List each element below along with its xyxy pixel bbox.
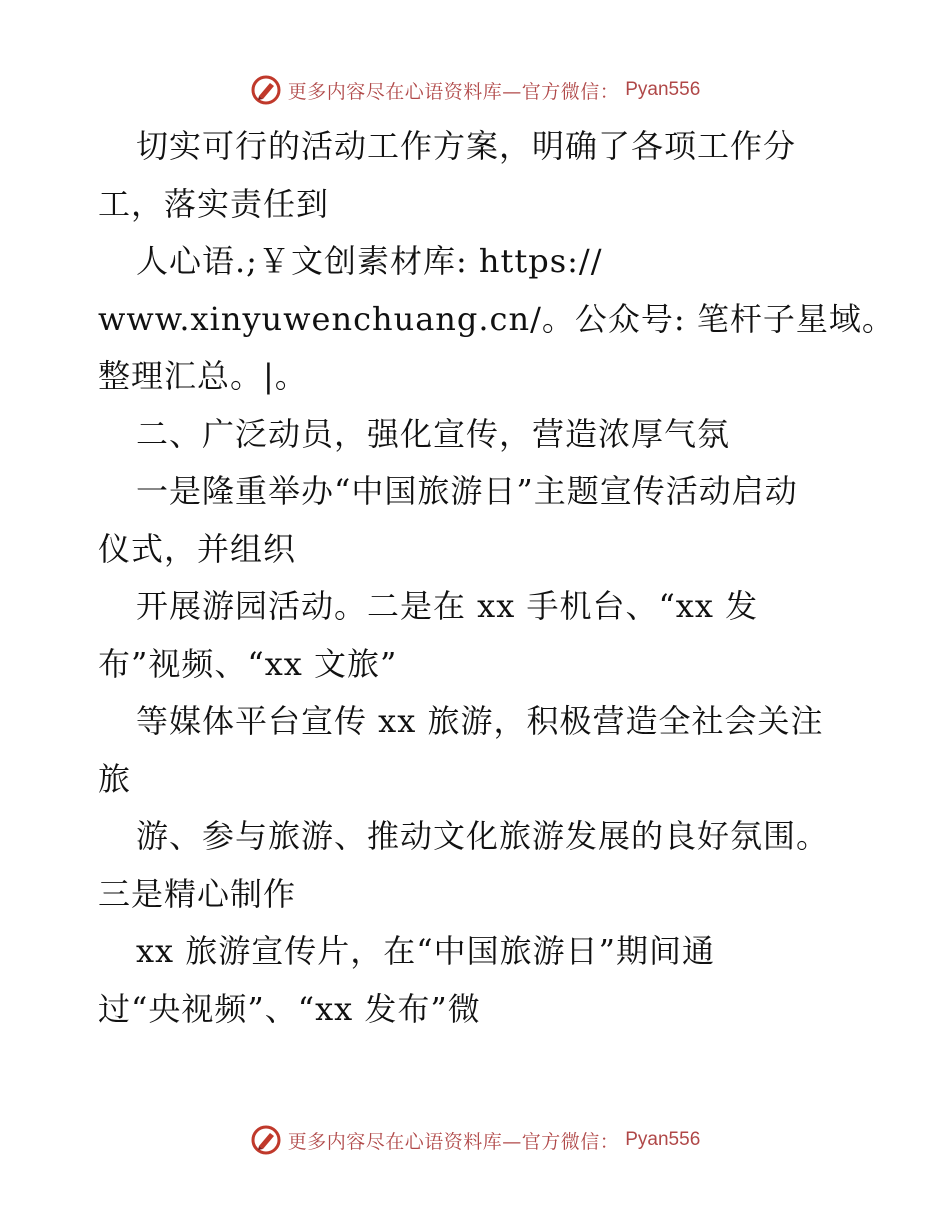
text-line: 工，落实责任到 <box>98 184 330 223</box>
text-line: 一是隆重举办“中国旅游日”主题宣传活动启动 <box>136 472 798 510</box>
header-banner-text: 更多内容尽在心语资料库—官方微信： <box>287 80 620 103</box>
text-line: 整理汇总。|。 <box>98 357 308 395</box>
footer-banner-text: 更多内容尽在心语资料库—官方微信： <box>287 1130 620 1153</box>
pen-logo-icon <box>250 1124 282 1156</box>
document-body <box>98 118 895 1038</box>
footer-wechat-id: Pyan556 <box>625 1129 701 1150</box>
text-line: 人心语.;￥文创素材库: https:// <box>136 242 603 280</box>
text-line: 布”视频、“xx 文旅” <box>98 644 398 683</box>
header-wechat-id: Pyan556 <box>625 79 701 100</box>
text-line: 旅 <box>98 759 132 798</box>
text-line: 过“央视频”、“xx 发布”微 <box>98 989 481 1028</box>
text-line: 切实可行的活动工作方案，明确了各项工作分 <box>136 127 797 165</box>
text-line: 开展游园活动。二是在 xx 手机台、“xx 发 <box>136 587 759 625</box>
text-line: www.xinyuwenchuang.cn/。公众号: 笔杆子星域。 <box>98 299 895 338</box>
text-line: 游、参与旅游、推动文化旅游发展的良好氛围。 <box>136 817 830 855</box>
header-banner <box>0 70 950 110</box>
text-line: 等媒体平台宣传 xx 旅游，积极营造全社会关注 <box>136 702 824 740</box>
text-line: 三是精心制作 <box>98 874 297 913</box>
footer-banner <box>0 1120 950 1160</box>
text-line: xx 旅游宣传片，在“中国旅游日”期间通 <box>136 932 715 970</box>
pen-logo-icon <box>250 74 282 106</box>
text-line: 仪式，并组织 <box>98 529 297 568</box>
text-line: 二、广泛动员，强化宣传，营造浓厚气氛 <box>136 414 731 453</box>
